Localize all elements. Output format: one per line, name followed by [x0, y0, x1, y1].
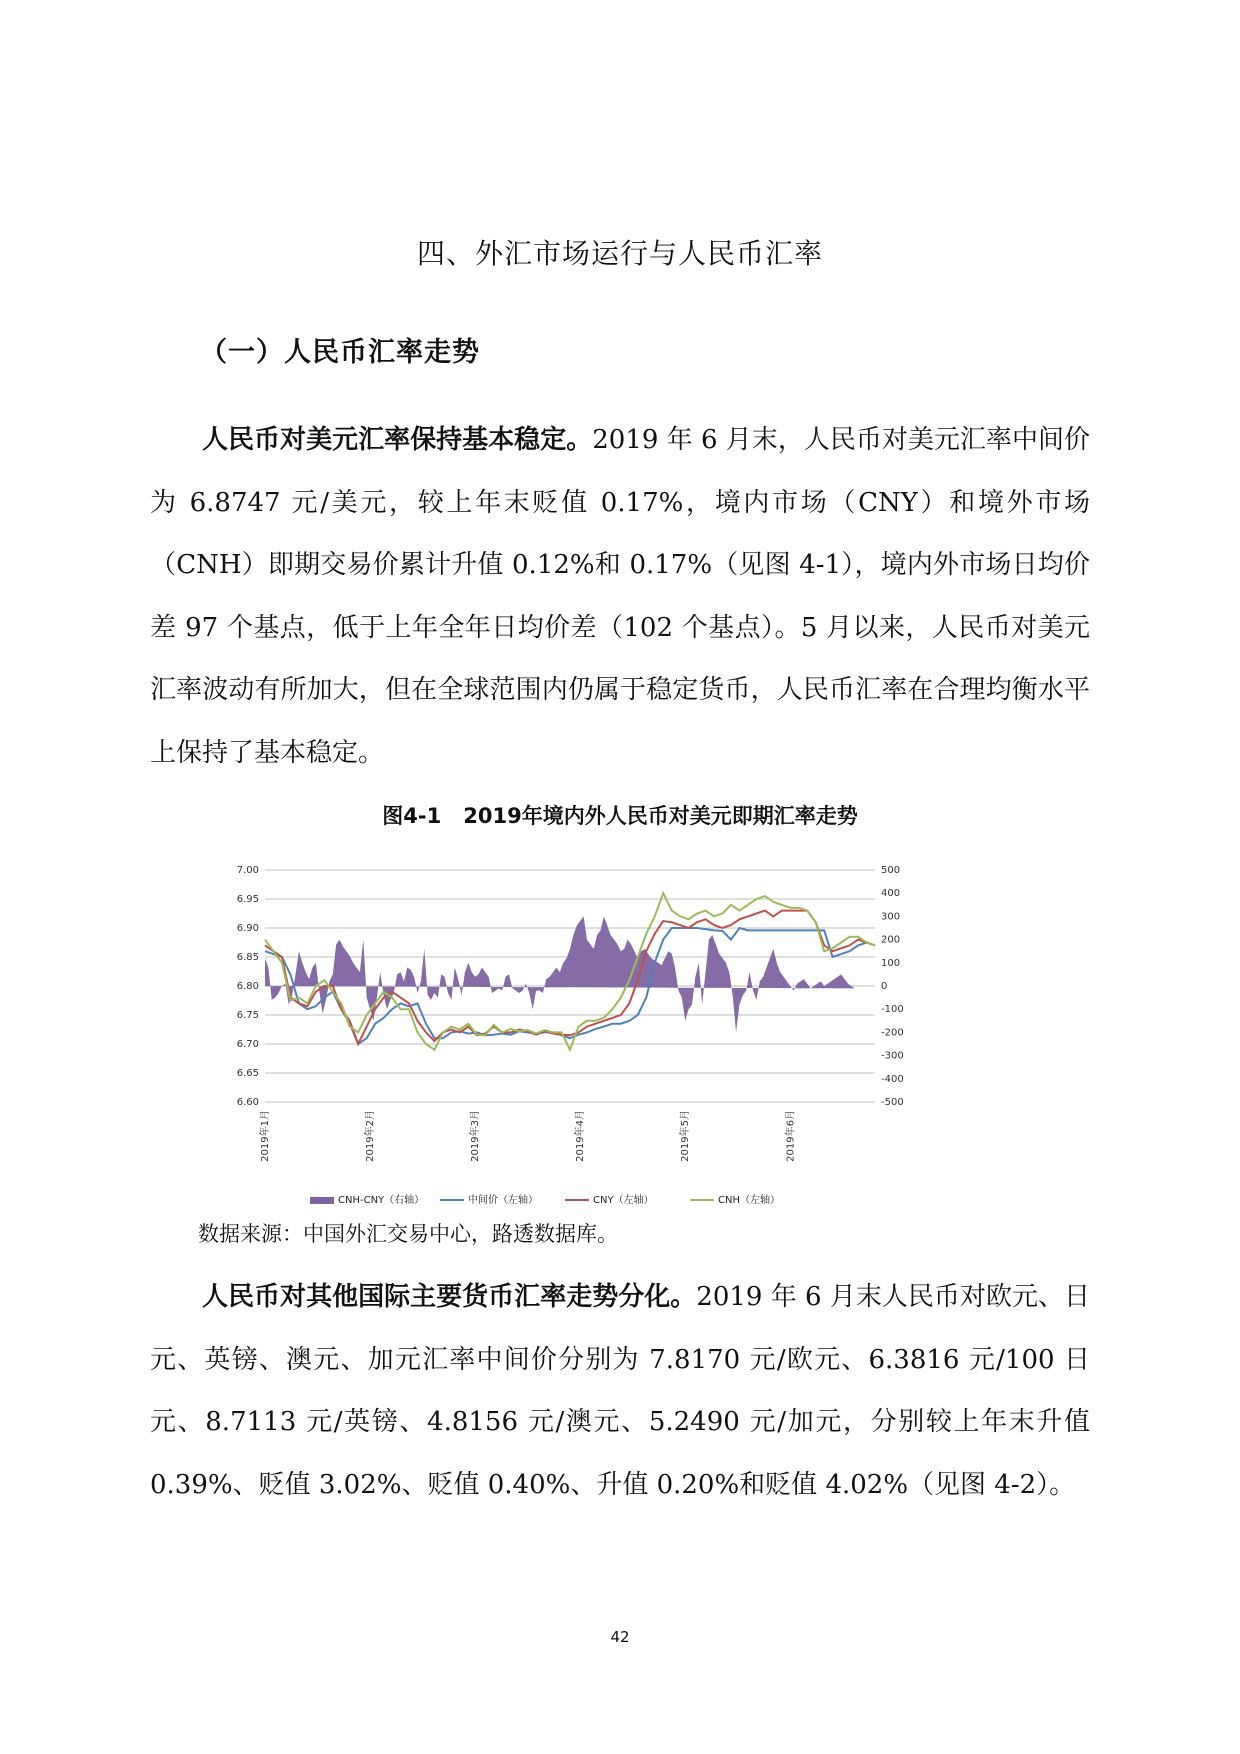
left-axis-tick-label: 6.80 — [236, 981, 259, 992]
x-axis-tick-label: 2019年3月 — [470, 1110, 482, 1162]
left-axis-tick-label: 6.75 — [236, 1010, 259, 1021]
left-axis-tick-label: 6.70 — [236, 1039, 259, 1050]
right-axis-tick-label: 0 — [881, 981, 888, 992]
exchange-rate-chart — [225, 850, 1025, 1220]
right-axis-tick-label: -500 — [881, 1097, 904, 1108]
legend-label: CNY（左轴） — [593, 1195, 654, 1206]
paragraph-lead: 人民币对美元汇率保持基本稳定。 — [202, 425, 593, 455]
paragraph-body: 2019 年 6 月末，人民币对美元汇率中间价为 6.8747 元/美元，较上年末贬值 0.17%，境内市场（CNY）和境外市场（CNH）即期交易价累计升值 0.12%和 0.17%（见图 4-1），境内外市场日均价差 97 个基点，低于上年全年日均价差（102 个基点）。5 月以来，人民币对美元汇率波动有所加大，但在全球范围内仍属于稳定货币，人民币汇率在合理均衡水平上保持了基本稳定。 — [150, 425, 1090, 768]
figure-caption — [0, 800, 1240, 830]
legend-label: CNH（左轴） — [718, 1195, 780, 1206]
legend-label: 中间价（左轴） — [468, 1195, 538, 1206]
x-axis-tick-label: 2019年5月 — [680, 1110, 692, 1162]
left-axis-tick-label: 6.65 — [236, 1068, 259, 1079]
left-axis-tick-label: 6.95 — [236, 894, 259, 905]
left-axis-tick-label: 7.00 — [236, 865, 259, 876]
legend-swatch-spread — [310, 1197, 334, 1204]
right-axis-tick-label: -200 — [881, 1027, 904, 1039]
right-axis-tick-label: -400 — [881, 1073, 904, 1085]
paragraph-other-currencies — [150, 1266, 1090, 1516]
paragraph-usd-rate — [150, 409, 1090, 784]
left-axis-tick-label: 6.90 — [236, 923, 259, 934]
paragraph-body: 2019 年 6 月末人民币对欧元、日元、英镑、澳元、加元汇率中间价分别为 7.8170 元/欧元、6.3816 元/100 日元、8.7113 元/英镑、4.8156 元/澳元、5.2490 元/加元，分别较上年末升值 0.39%、贬值 3.02%、贬值 0.40%、升值 0.20%和贬值 4.02%（见图 4-2）。 — [150, 1282, 1090, 1500]
x-axis-tick-label: 2019年4月 — [575, 1110, 587, 1162]
right-axis-tick-label: 200 — [881, 934, 901, 946]
right-axis-tick-label: 300 — [881, 911, 901, 923]
right-axis-tick-label: -300 — [881, 1050, 904, 1062]
legend-label: CNH-CNY（右轴） — [338, 1195, 425, 1206]
figure-title: 2019年境内外人民币对美元即期汇率走势 — [463, 804, 858, 828]
x-axis-tick-label: 2019年2月 — [365, 1110, 377, 1162]
page-number: 42 — [610, 1628, 630, 1646]
right-axis-tick-label: 500 — [881, 865, 901, 876]
figure-source: 数据来源：中国外汇交易中心，路透数据库。 — [198, 1222, 618, 1246]
left-axis-tick-label: 6.60 — [236, 1097, 259, 1108]
x-axis-tick-label: 2019年6月 — [785, 1110, 797, 1162]
right-axis-tick-label: 400 — [881, 888, 901, 900]
paragraph-lead: 人民币对其他国际主要货币汇率走势分化。 — [202, 1282, 697, 1312]
section-title: 四、外汇市场运行与人民币汇率 — [416, 237, 823, 270]
figure-number: 图4-1 — [382, 804, 442, 828]
right-axis-tick-label: -100 — [881, 1004, 904, 1016]
subsection-title: （一）人民币汇率走势 — [200, 337, 480, 368]
right-axis-tick-label: 100 — [881, 957, 901, 969]
left-axis-tick-label: 6.85 — [236, 952, 259, 963]
x-axis-tick-label: 2019年1月 — [260, 1110, 271, 1162]
